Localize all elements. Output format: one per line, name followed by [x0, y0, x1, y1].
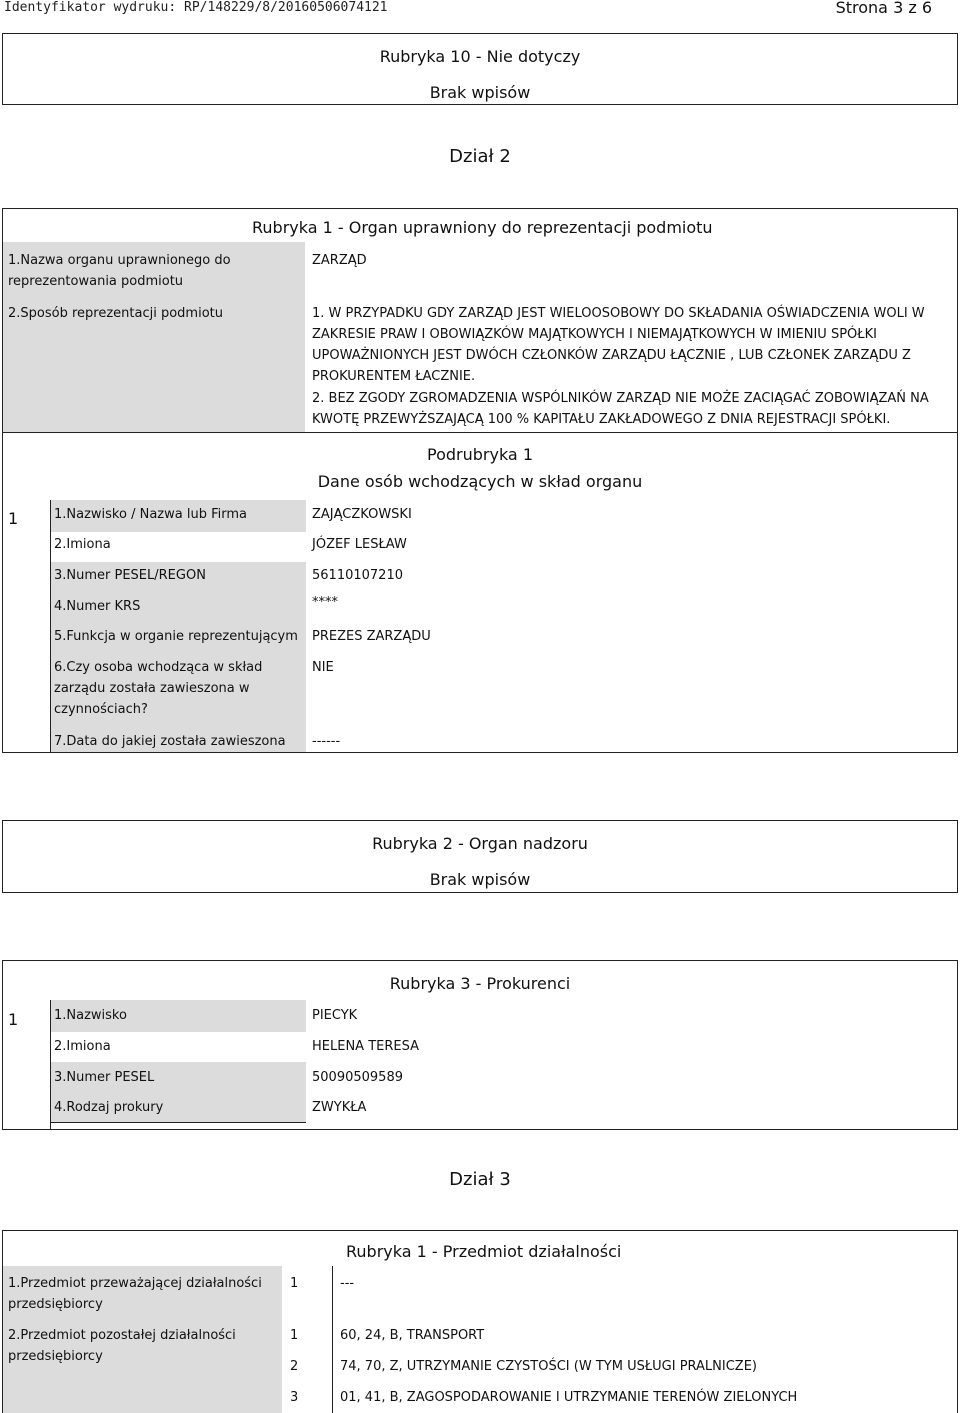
dzial-3-rubryka-1-title: Rubryka 1 - Przedmiot działalności [346, 1242, 622, 1261]
other-activity-index: 1 [290, 1328, 299, 1343]
dzial-2-title: Dział 2 [449, 146, 511, 167]
podrubryka-title: Podrubryka 1 [427, 445, 533, 464]
krs-label: 4.Numer KRS [54, 599, 141, 614]
prokurent-pesel-value: 50090509589 [312, 1070, 403, 1085]
pesel-label: 3.Numer PESEL/REGON [54, 568, 206, 583]
prokurent-surname-value: PIECYK [312, 1008, 358, 1023]
member-index: 1 [8, 509, 19, 528]
surname-label: 1.Nazwisko / Nazwa lub Firma [54, 507, 247, 522]
krs-value: **** [312, 595, 338, 610]
rubryka-1-title: Rubryka 1 - Organ uprawniony do reprezentacji podmiotu [252, 218, 713, 237]
representation-value: 1. W PRZYPADKU GDY ZARZĄD JEST WIELOOSOBOWY DO SKŁADANIA OŚWIADCZENIA WOLI W ZAKRESIE PRAW I OBOWIĄZKÓW MAJĄTKOWYCH I NIEMAJĄTKOWYCH W IMIENIU SPÓŁKI UPOWAŻNIONYCH JEST DWÓCH CZŁONKÓW ZARZĄDU ŁĄCZNIE , LUB CZŁONEK ZARZĄDU Z PROKURENTEM ŁACZNIE. [312, 306, 925, 384]
prokura-kind-label: 4.Rodzaj prokury [54, 1100, 164, 1115]
main-activity-index: 1 [290, 1276, 299, 1291]
suspension-date-value: ------ [312, 734, 341, 749]
other-activity-label: 2.Przedmiot pozostałej działalności przedsiębiorcy [8, 1328, 236, 1364]
other-activity-index: 2 [290, 1359, 299, 1374]
rubryka-2-title: Rubryka 2 - Organ nadzoru [372, 834, 588, 853]
other-activity-value: 01, 41, B, ZAGOSPODAROWANIE I UTRZYMANIE TERENÓW ZIELONYCH [340, 1390, 798, 1405]
rubryka-10-empty: Brak wpisów [429, 83, 531, 102]
r3-bottom-line [51, 1122, 306, 1123]
print-identifier: Identyfikator wydruku: RP/148229/8/20160506074121 [4, 0, 388, 15]
prokurent-names-label: 2.Imiona [54, 1039, 111, 1054]
organ-name-value: ZARZĄD [312, 253, 367, 268]
other-activity-value: 60, 24, B, TRANSPORT [340, 1328, 485, 1343]
pesel-value: 56110107210 [312, 568, 403, 583]
prokurent-surname-label: 1.Nazwisko [54, 1008, 127, 1023]
page-number: Strona 3 z 6 [835, 0, 932, 17]
prokurent-index: 1 [8, 1010, 19, 1029]
names-label: 2.Imiona [54, 537, 111, 552]
suspended-value: NIE [312, 660, 334, 675]
rubryka-10-title: Rubryka 10 - Nie dotyczy [379, 47, 581, 66]
divider [3, 432, 957, 433]
organ-name-label: 1.Nazwa organu uprawnionego do reprezentowania podmiotu [8, 253, 231, 289]
representation-value-2: 2. BEZ ZGODY ZGROMADZENIA WSPÓLNIKÓW ZARZĄD NIE MOŻE ZACIĄGAĆ ZOBOWIĄZAŃ NA KWOTĘ PRZEWYŻSZAJĄCĄ 100 % KAPITAŁU ZAKŁADOWEGO Z DNIA REJESTRACJI SPÓŁKI. [312, 391, 929, 427]
suspended-label: 6.Czy osoba wchodząca w skład zarządu została zawieszona w czynnościach? [54, 660, 263, 717]
podrubryka-subtitle: Dane osób wchodzących w skład organu [317, 472, 643, 491]
function-label: 5.Funkcja w organie reprezentującym [54, 629, 298, 644]
suspension-date-label: 7.Data do jakiej została zawieszona [54, 734, 286, 749]
main-activity-label: 1.Przedmiot przeważającej działalności przedsiębiorcy [8, 1276, 262, 1312]
prokurent-pesel-label: 3.Numer PESEL [54, 1070, 155, 1085]
other-activity-index: 3 [290, 1390, 299, 1405]
rubryka-3-title: Rubryka 3 - Prokurenci [389, 974, 571, 993]
rubryka-2-empty: Brak wpisów [429, 870, 531, 889]
names-value: JÓZEF LESŁAW [312, 537, 407, 552]
representation-label: 2.Sposób reprezentacji podmiotu [8, 306, 223, 321]
d3-index-divider [332, 1266, 333, 1413]
other-activity-value: 74, 70, Z, UTRZYMANIE CZYSTOŚCI (W TYM USŁUGI PRALNICZE) [340, 1359, 758, 1374]
dzial-3-title: Dział 3 [449, 1169, 511, 1190]
prokura-kind-value: ZWYKŁA [312, 1100, 367, 1115]
surname-value: ZAJĄCZKOWSKI [312, 507, 412, 522]
prokurent-names-value: HELENA TERESA [312, 1039, 419, 1054]
function-value: PREZES ZARZĄDU [312, 629, 431, 644]
main-activity-value: --- [340, 1276, 355, 1291]
